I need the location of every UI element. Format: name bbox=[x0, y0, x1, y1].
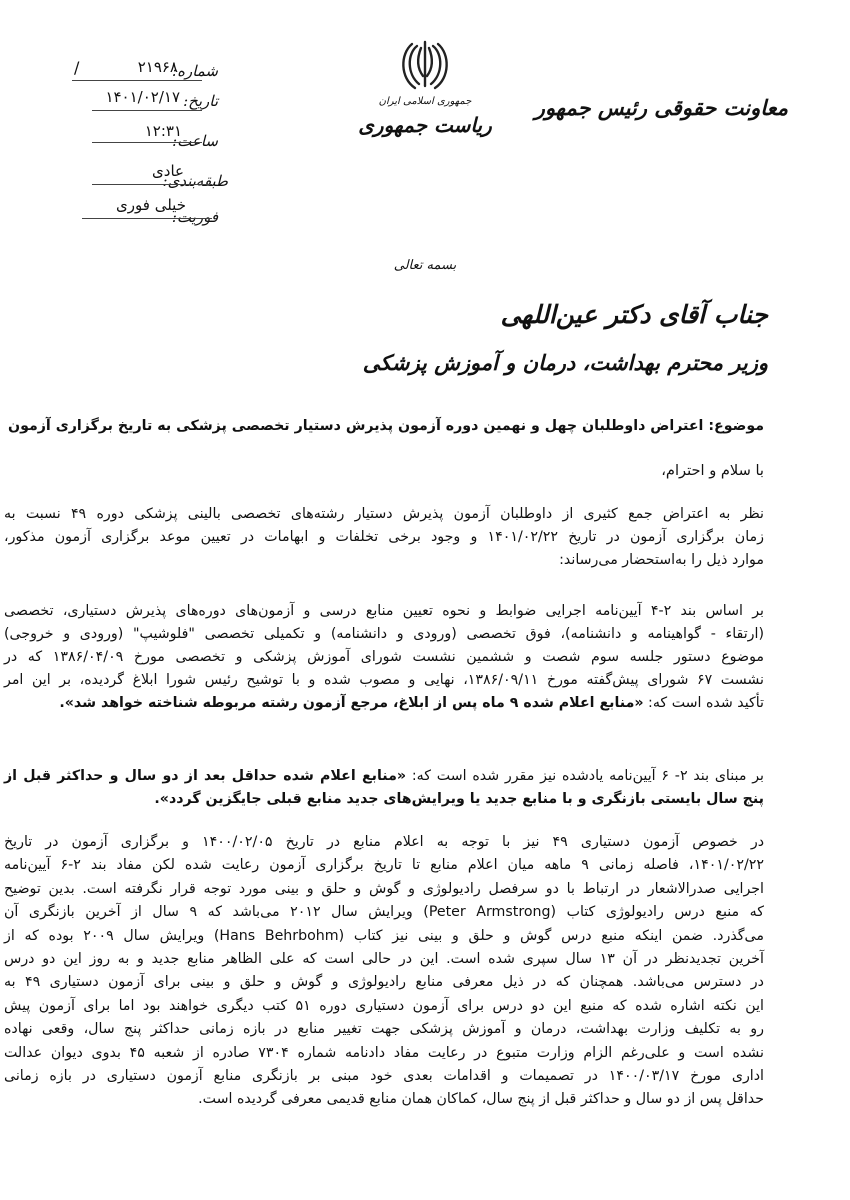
meta-value-date: ۱۴۰۱/۰۲/۱۷ bbox=[105, 88, 180, 106]
paragraph-regulation-4-2 bbox=[4, 600, 764, 715]
emblem-caption-office: ریاست جمهوری bbox=[358, 113, 492, 137]
text-line: اداری مورخ ۱۴۰۰/۰۳/۱۷ در تصمیمات و اقدامات بعدی خود مبنی بر بازنگری منابع آزمون دستیاری در بازه زمانی bbox=[4, 1067, 765, 1084]
text-line: که منبع درس رادیولوژی کتاب (Peter Armstrong) ویرایش سال ۲۰۱۲ می‌باشد که ۹ سال از آخرین بازنگری آن bbox=[4, 904, 764, 921]
meta-number-suffix: / bbox=[74, 58, 80, 77]
text-line: موضوع دستور جلسه سوم شصت و ششمین نشست شورای آموزش پزشکی و تخصصی مورخ ۱۳۸۶/۰۴/۰۹ که در bbox=[4, 649, 764, 665]
meta-underline bbox=[72, 80, 202, 81]
text-line: می‌گذرد. ضمن اینکه منبع درس گوش و حلق و بینی نیز کتاب (Hans Behrbohm) ویرایش سال ۲۰۰۹ بوده که از bbox=[4, 927, 764, 944]
paragraph-intro bbox=[4, 503, 764, 572]
meta-value-urgency: خیلی فوری bbox=[116, 196, 186, 214]
text-line: پنج سال بایستی بازنگری و با منابع جدید یا ویرایش‌های جدید منابع قبلی جایگزین گردد». bbox=[154, 791, 764, 807]
text-line: (ارتقاء - گواهینامه و دانشنامه)، فوق تخصصی (ورودی و دانشنامه) و تکمیلی تخصصی "فلوشیپ" (ورودی و خروجی) bbox=[4, 626, 764, 642]
text-line: در خصوص آزمون دستیاری ۴۹ نیز با توجه به اعلام منابع در تاریخ ۱۴۰۰/۰۲/۰۵ و برگزاری آزمون در تاریخ bbox=[4, 834, 765, 850]
bismillah: بسمه تعالی bbox=[393, 258, 457, 273]
iran-emblem-icon bbox=[395, 36, 455, 96]
meta-label-classification: طبقه‌بندی: bbox=[162, 172, 228, 190]
text-line: حداقل پس از دو سال و حداکثر قبل از پنج سال، کماکان همان منابع قدیمی معرفی گردیده است. bbox=[198, 1091, 764, 1108]
emblem-caption-country: جمهوری اسلامی ایران bbox=[378, 96, 472, 107]
meta-value-classification: عادی bbox=[152, 162, 184, 180]
text-line bbox=[4, 765, 764, 788]
meta-value-number: ۲۱۹۶۸ bbox=[137, 58, 178, 76]
greeting: با سلام و احترام، bbox=[661, 462, 764, 479]
text-line: آخرین تجدیدنظر در آن ۱۳ سال سپری شده است. این در حالی است که علی الظاهر منابع جدید و به روز این دو درس bbox=[4, 950, 764, 967]
meta-underline bbox=[82, 218, 212, 219]
meta-underline bbox=[92, 110, 202, 111]
letter-subject: موضوع: اعتراض داوطلبان چهل و نهمین دوره آزمون پذیرش دستیار تخصصی پزشکی به تاریخ برگزاری آزمون bbox=[7, 418, 764, 434]
quoted-rule: «منابع اعلام شده حداقل بعد از دو سال و حداکثر قبل از bbox=[4, 768, 407, 784]
text-line: نشست ۶۷ شورای پیش‌گفته مورخ ۱۳۸۶/۰۹/۱۱، نهایی و مصوب شده و با توشیح رئیس شورا ابلاغ گردیده، بر این امر bbox=[4, 672, 765, 688]
text-line: نظر به اعتراض جمع کثیری از داوطلبان آزمون پذیرش دستیار رشته‌های تخصصی بالینی پزشکی دوره ۴۹ نسبت به bbox=[4, 506, 764, 522]
text-line: این نکته اشاره شده که منبع این دو درس برای آزمون دستیاری دوره ۵۱ کتب دیگری خواهند بود اما برای آزمون پیش bbox=[4, 997, 764, 1014]
text-line bbox=[4, 692, 764, 715]
meta-underline bbox=[92, 142, 202, 143]
addressee-title: وزیر محترم بهداشت، درمان و آموزش پزشکی bbox=[362, 350, 768, 375]
text-line: بر اساس بند ۲-۴ آیین‌نامه اجرایی ضوابط و نحوه تعیین منابع درسی و آزمون‌های دوره‌های پذیرش دستیاری، تخصصی bbox=[4, 603, 764, 619]
meta-label-number: شماره: bbox=[172, 62, 218, 80]
sender-organization: معاونت حقوقی رئیس جمهور bbox=[534, 95, 788, 120]
text-line: اجرایی صدرالاشعار در ارتباط با دو سرفصل رادیولوژی و گوش و حلق و بینی مورد توجه قرار نگرفته است. بدین توضیح bbox=[4, 880, 764, 897]
text-line: در دسترس می‌باشد. همچنان که در ذیل معرفی منابع رادیولوژی و گوش و حلق و بینی برای آزمون دستیاری ۴۹ به bbox=[4, 974, 764, 991]
meta-label-time: ساعت: bbox=[172, 132, 218, 150]
paragraph-regulation-6-2 bbox=[4, 765, 764, 811]
text-line: موارد ذیل را به‌استحضار می‌رساند: bbox=[559, 552, 764, 568]
text-line: زمان برگزاری آزمون در تاریخ ۱۴۰۱/۰۲/۲۲ و وجود برخی تخلفات و ابهامات در تعیین موعد برگزاری آزمون مذکور، bbox=[4, 529, 764, 545]
text-line: نشده است و علی‌رغم الزام وزارت متبوع در رعایت مفاد دادنامه شماره ۷۳۰۴ صادره از شعبه ۴۵ بدوی دیوان عدالت bbox=[4, 1044, 764, 1061]
text-segment: تأکید شده است که: bbox=[648, 695, 764, 711]
meta-label-urgency: فوریت: bbox=[171, 208, 218, 226]
quoted-rule: «منابع اعلام شده ۹ ماه پس از ابلاغ، مرجع آزمون رشته مربوطه شناخته خواهد شد». bbox=[59, 695, 644, 711]
text-line: رو به تکلیف وزارت بهداشت، درمان و آموزش پزشکی جهت تغییر منابع در بازه زمانی حداکثر پنج سال، وقعی نهاده bbox=[4, 1021, 764, 1038]
text-segment: بر مبنای بند ۲- ۶ آیین‌نامه یادشده نیز مقرر شده است که: bbox=[411, 768, 764, 784]
text-line: ۱۴۰۱/۰۲/۲۲، فاصله زمانی ۹ ماهه میان اعلام منابع تا تاریخ برگزاری آزمون رعایت شده لکن مفاد بند ۲-۶ آیین‌نامه bbox=[4, 857, 764, 874]
paragraph-exam-49 bbox=[4, 831, 764, 1112]
addressee-name: جناب آقای دکتر عین‌اللهی bbox=[500, 300, 768, 329]
meta-underline bbox=[92, 184, 212, 185]
meta-label-date: تاریخ: bbox=[183, 92, 218, 110]
meta-value-time: ۱۲:۳۱ bbox=[144, 122, 182, 140]
